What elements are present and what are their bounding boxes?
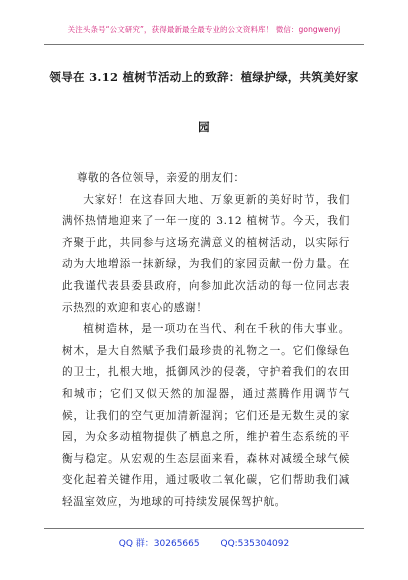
document-title-line-1: 领导在 3.12 植树节活动上的致辞：植绿护绿，共筑美好家	[49, 70, 359, 84]
body-paragraph-1: 大家好！在这春回大地、万象更新的美好时节，我们满怀热情地迎来了一年一度的 3.12 植树节。今天，我们齐聚于此，共同参与这场充满意义的植树活动，以实际行动为大地增添一抹新绿，为我们的家园贡献一份力量。在此我谨代表县委县政府，向参加此次活动的每一位同志表示热烈的欢迎和衷心的感谢！	[62, 193, 350, 314]
body-paragraph-2: 植树造林，是一项功在当代、利在千秋的伟大事业。树木，是大自然赋予我们最珍贵的礼物之一。它们像绿色的卫士，扎根大地，抵御风沙的侵袭，守护着我们的农田和城市；它们又似天然的加湿器，通过蒸腾作用调节气候，让我们的空气更加清新湿润；它们还是无数生灵的家园，为众多动植物提供了栖息之所，维护着生态系统的平衡与稳定。从宏观的生态层面来看，森林对减缓全球气候变化起着关键作用，通过吸收二氧化碳，它们帮助我们减轻温室效应，为地球的可持续发展保驾护航。	[62, 323, 350, 508]
greeting-line: 尊敬的各位领导，亲爱的朋友们：	[76, 172, 245, 184]
footer-divider	[44, 528, 364, 529]
footer-contact	[0, 536, 408, 549]
document-body	[62, 168, 350, 514]
header-note: 关注头条号“公文研究”，获得最新最全最专业的公文资料库！ 微信：gongwenyj	[67, 25, 341, 34]
document-title-line-2: 园	[198, 120, 210, 134]
header-divider	[44, 44, 364, 45]
footer-qq-group: QQ 群：30265665	[118, 539, 200, 549]
footer-qq-number: QQ:535304092	[220, 539, 290, 549]
